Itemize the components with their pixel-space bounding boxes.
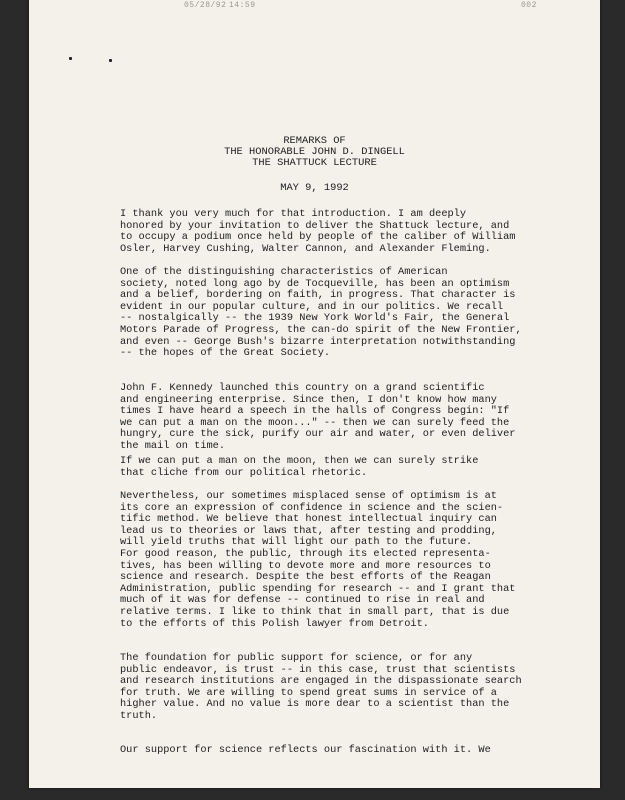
text-line: its core an expression of confidence in science and the scien- (120, 501, 504, 514)
title-date: MAY 9, 1992 (280, 182, 349, 194)
paragraph (120, 267, 550, 360)
text-line: society, noted long ago by de Tocqueville, has been an optimism (120, 277, 510, 290)
fax-time: 14:59 (229, 1, 256, 10)
text-line: and even -- George Bush's bizarre interpretation notwithstanding (120, 335, 516, 348)
paragraph (120, 209, 550, 255)
text-line: much of it was for defense -- continued to rise in real and (120, 594, 485, 607)
text-line: lead us to theories or laws that, after testing and prodding, (120, 524, 497, 537)
text-line: honored by your invitation to deliver the Shattuck lecture, and (120, 219, 510, 232)
text-line: public endeavor, is trust -- in this case, trust that scientists (120, 663, 516, 676)
text-line: relative terms. I like to think that in small part, that is due (120, 605, 510, 618)
text-line: For good reason, the public, through its elected representa- (120, 548, 491, 560)
text-line: truth. (120, 709, 158, 722)
text-line: Our support for science reflects our fascination with it. We (120, 744, 491, 756)
text-line: and a belief, bordering on faith, in progress. That character is (120, 289, 516, 302)
stray-mark (109, 59, 112, 62)
title-line-3: THE SHATTUCK LECTURE (252, 157, 377, 169)
stray-mark (69, 57, 72, 60)
title-line-1: REMARKS OF (283, 135, 346, 147)
text-line: science and research. Despite the best efforts of the Reagan (120, 571, 491, 584)
paragraph (120, 383, 550, 453)
text-line: One of the distinguishing characteristics of American (120, 266, 448, 278)
text-line: Administration, public spending for research -- and I grant that (120, 582, 516, 595)
text-line: tives, has been willing to devote more and more resources to (120, 559, 491, 572)
text-line: evident in our popular culture, and in our politics. We recall (120, 300, 504, 313)
paragraph (120, 456, 550, 479)
text-line: I thank you very much for that introduction. I am deeply (120, 208, 467, 220)
paragraph (120, 653, 550, 723)
paragraph (120, 745, 550, 757)
text-line: to occupy a podium once held by people of the caliber of William (120, 231, 516, 244)
text-line: tific method. We believe that honest intellectual inquiry can (120, 513, 497, 526)
text-line: and research institutions are engaged in the dispassionate search (120, 675, 522, 688)
text-line: John F. Kennedy launched this country on a grand scientific (120, 382, 485, 394)
text-line: Nevertheless, our sometimes misplaced sense of optimism is at (120, 490, 497, 502)
text-line: to the efforts of this Polish lawyer from Detroit. (120, 617, 429, 630)
title-line-2: THE HONORABLE JOHN D. DINGELL (224, 146, 405, 158)
fax-header (29, 0, 600, 14)
text-line: -- the hopes of the Great Society. (120, 347, 331, 360)
text-line: the mail on time. (120, 439, 226, 452)
fax-page-number: 002 (521, 1, 537, 10)
text-line: times I have heard a speech in the halls of Congress begin: "If (120, 405, 510, 418)
text-line: that cliche from our political rhetoric. (120, 466, 368, 479)
fax-date: 05/28/92 (184, 1, 227, 10)
text-line: will yield truths that will light our path to the future. (120, 536, 473, 549)
text-line: Osler, Harvey Cushing, Walter Cannon, and Alexander Fleming. (120, 242, 491, 255)
paragraph (120, 491, 550, 549)
text-line: The foundation for public support for science, or for any (120, 652, 473, 664)
text-line: higher value. And no value is more dear to a scientist than the (120, 698, 510, 711)
text-line: and engineering enterprise. Since then, I don't know how many (120, 393, 497, 406)
text-line: hungry, cure the sick, purify our air and water, or even deliver (120, 428, 516, 441)
text-line: we can put a man on the moon..." -- then we can surely feed the (120, 416, 510, 429)
text-line: for truth. We are willing to spend great sums in service of a (120, 686, 497, 699)
text-line: -- nostalgically -- the 1939 New York World's Fair, the General (120, 312, 510, 325)
document-page (29, 0, 600, 788)
text-line: If we can put a man on the moon, then we can surely strike (120, 455, 479, 467)
paragraph (120, 549, 550, 630)
text-line: Motors Parade of Progress, the can-do spirit of the New Frontier, (120, 323, 522, 336)
